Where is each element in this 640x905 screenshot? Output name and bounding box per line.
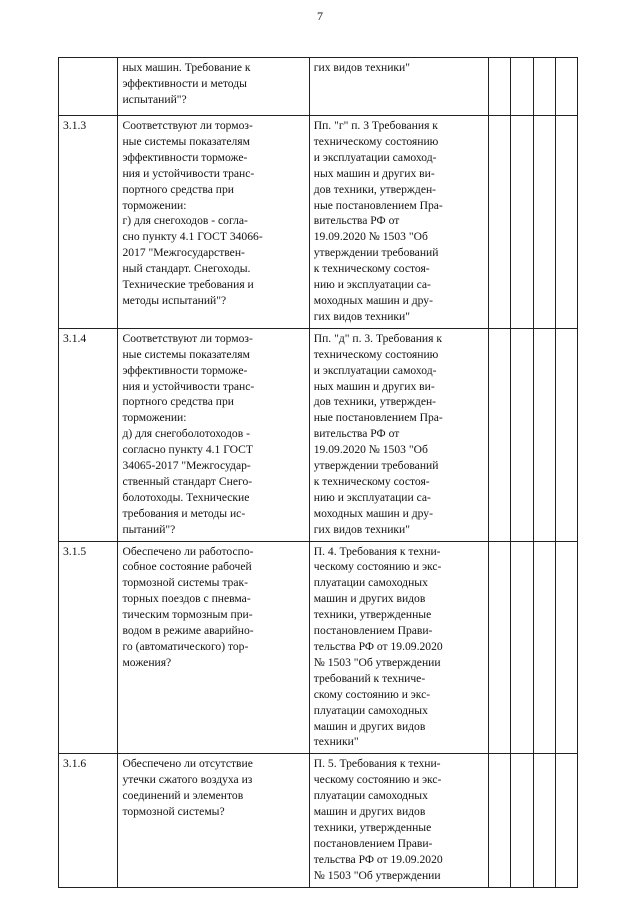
answer-yes-cell[interactable] — [489, 328, 511, 541]
answer-yes-cell[interactable] — [489, 58, 511, 116]
question-text: Обеспечено ли отсутствие утечки сжатого воздуха из соединений и элементов тормозной системы? — [122, 757, 253, 819]
answer-no-cell[interactable] — [511, 116, 533, 329]
notes-cell[interactable] — [555, 328, 577, 541]
reference-text: гих видов техники" — [313, 61, 410, 74]
table-row — [59, 328, 578, 541]
notes-cell[interactable] — [555, 754, 577, 888]
answer-no-cell[interactable] — [511, 754, 533, 888]
question-text: Соответствуют ли тормоз- ные системы показателям эффективности торможе- ния и устойчивости транс- портного средства при торможении: д) для снегоболотоходов - согласно пункту 4.1 ГОСТ 34065-2017 "Межгосудар- ственный стандарт Снего- болотоходы. Технические требования и методы ис- пытаний"? — [122, 331, 255, 536]
reference-text: П. 4. Требования к техни- ческому состоянию и экс- плуатации самоходных машин и других видов техники, утвержденные постановлением Прави- тельства РФ от 19.09.2020 № 1503 "Об утверждении требований к техниче- скому состоянию и экс- плуатации самоходных машин и других видов техники" — [313, 544, 443, 749]
notes-cell[interactable] — [555, 58, 577, 116]
item-number: 3.1.3 — [59, 116, 118, 329]
reference-text: Пп. "г" п. 3 Требования к техническому состоянию и эксплуатации самоход- ных машин и других ви- дов техники, утвержден- ные постановлением Пра- вительства РФ от 19.09.2020 № 1503 "Об утверждении требований к техническому состоя- нию и эксплуатации са- моходных машин и дру- гих видов техники" — [313, 119, 443, 323]
item-number: 3.1.4 — [59, 328, 118, 541]
checklist-table — [58, 57, 578, 888]
table-row — [59, 754, 578, 888]
table-row — [59, 541, 578, 754]
answer-na-cell[interactable] — [533, 58, 555, 116]
answer-na-cell[interactable] — [533, 754, 555, 888]
answer-yes-cell[interactable] — [489, 541, 511, 754]
answer-yes-cell[interactable] — [489, 754, 511, 888]
answer-na-cell[interactable] — [533, 116, 555, 329]
reference-text: П. 5. Требования к техни- ческому состоянию и экс- плуатации самоходных машин и других видов техники, утвержденные постановлением Прави- тельства РФ от 19.09.2020 № 1503 "Об утверждении — [313, 757, 443, 882]
question-text: ных машин. Требование к эффективности и методы испытаний"? — [122, 61, 251, 106]
question-text: Соответствуют ли тормоз- ные системы показателям эффективности торможе- ния и устойчивости транс- портного средства при торможении: г) для снегоходов - согла- сно пункту 4.1 ГОСТ 34066- 2017 "Межгосударствен- ный стандарт. Снегоходы. Технические требования и методы испытаний"? — [122, 119, 263, 307]
table-row — [59, 116, 578, 329]
item-number — [59, 58, 118, 116]
reference-text: Пп. "д" п. 3. Требования к техническому состоянию и эксплуатации самоход- ных машин и других ви- дов техники, утвержден- ные постановлением Пра- вительства РФ от 19.09.2020 № 1503 "Об утверждении требований к техническому состоя- нию и эксплуатации са- моходных машин и дру- гих видов техники" — [313, 331, 443, 536]
answer-no-cell[interactable] — [511, 58, 533, 116]
answer-yes-cell[interactable] — [489, 116, 511, 329]
question-text: Обеспечено ли работоспо- собное состояние рабочей тормозной системы трак- торных поездов с пневма- тическим тормозным при- водом в режиме аварийно- го (автоматического) тор- можения? — [122, 544, 254, 669]
answer-no-cell[interactable] — [511, 328, 533, 541]
notes-cell[interactable] — [555, 116, 577, 329]
notes-cell[interactable] — [555, 541, 577, 754]
answer-na-cell[interactable] — [533, 328, 555, 541]
table-row — [59, 58, 578, 116]
item-number: 3.1.6 — [59, 754, 118, 888]
answer-no-cell[interactable] — [511, 541, 533, 754]
item-number: 3.1.5 — [59, 541, 118, 754]
answer-na-cell[interactable] — [533, 541, 555, 754]
page-number: 7 — [317, 9, 323, 23]
